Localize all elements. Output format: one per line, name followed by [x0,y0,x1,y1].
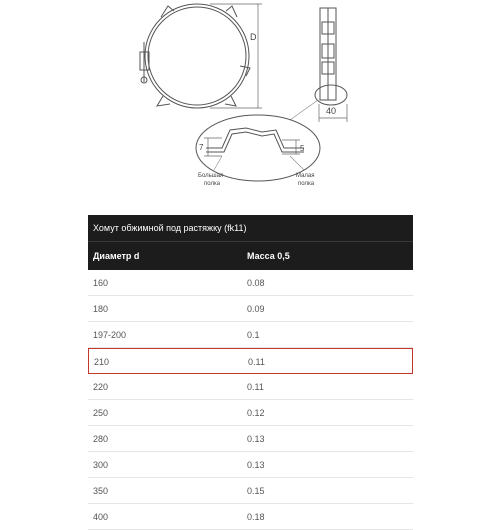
clamp-side-view [315,8,347,105]
cell-mass: 0.11 [247,382,264,392]
table-row[interactable] [88,270,413,296]
cell-diameter: 197-200 [93,330,127,340]
table-row-highlighted[interactable] [88,348,413,374]
cell-mass: 0.15 [247,486,265,496]
cell-diameter: 350 [93,486,109,496]
header-diameter: Диаметр d [93,251,140,261]
big-flange-label-line1: Большая [198,173,224,179]
cell-mass: 0.09 [247,304,265,314]
cell-diameter: 300 [93,460,109,470]
table-row[interactable] [88,374,413,400]
dimension-big-flange [204,138,222,156]
table-row[interactable] [88,400,413,426]
cell-mass: 0.11 [248,357,265,367]
big-flange-label-line2: полка [204,181,221,187]
dimension-small-label: 5 [300,144,305,153]
small-flange-label-line2: полка [298,181,315,187]
cell-mass: 0.1 [247,330,260,340]
dimension-big-label: 7 [199,143,204,152]
clamp-front-view [140,4,250,108]
cell-diameter: 160 [93,278,109,288]
clamp-technical-drawing [0,0,500,212]
cell-mass: 0.18 [247,512,265,522]
table-row[interactable] [88,478,413,504]
table-row[interactable] [88,452,413,478]
table-title: Хомут обжимной под растяжку (fk11) [88,215,413,241]
small-flange-label-line1: Малая [296,173,315,179]
cell-mass: 0.12 [247,408,265,418]
cell-mass: 0.08 [247,278,265,288]
table-row[interactable] [88,296,413,322]
table-row[interactable] [88,426,413,452]
table-row[interactable] [88,322,413,348]
table-row[interactable] [88,504,413,530]
dimension-d [210,4,262,108]
cell-diameter: 400 [93,512,109,522]
cell-diameter: 180 [93,304,109,314]
spec-table [88,215,413,530]
table-header-row [88,241,413,270]
cell-diameter: 250 [93,408,109,418]
cell-diameter: 220 [93,382,109,392]
header-mass: Масса 0,5 [247,251,290,261]
cell-diameter: 210 [94,357,110,367]
cell-mass: 0.13 [247,434,265,444]
dimension-d-label: D [250,32,257,42]
cell-mass: 0.13 [247,460,265,470]
cell-diameter: 280 [93,434,109,444]
dimension-width-label: 40 [326,106,337,116]
